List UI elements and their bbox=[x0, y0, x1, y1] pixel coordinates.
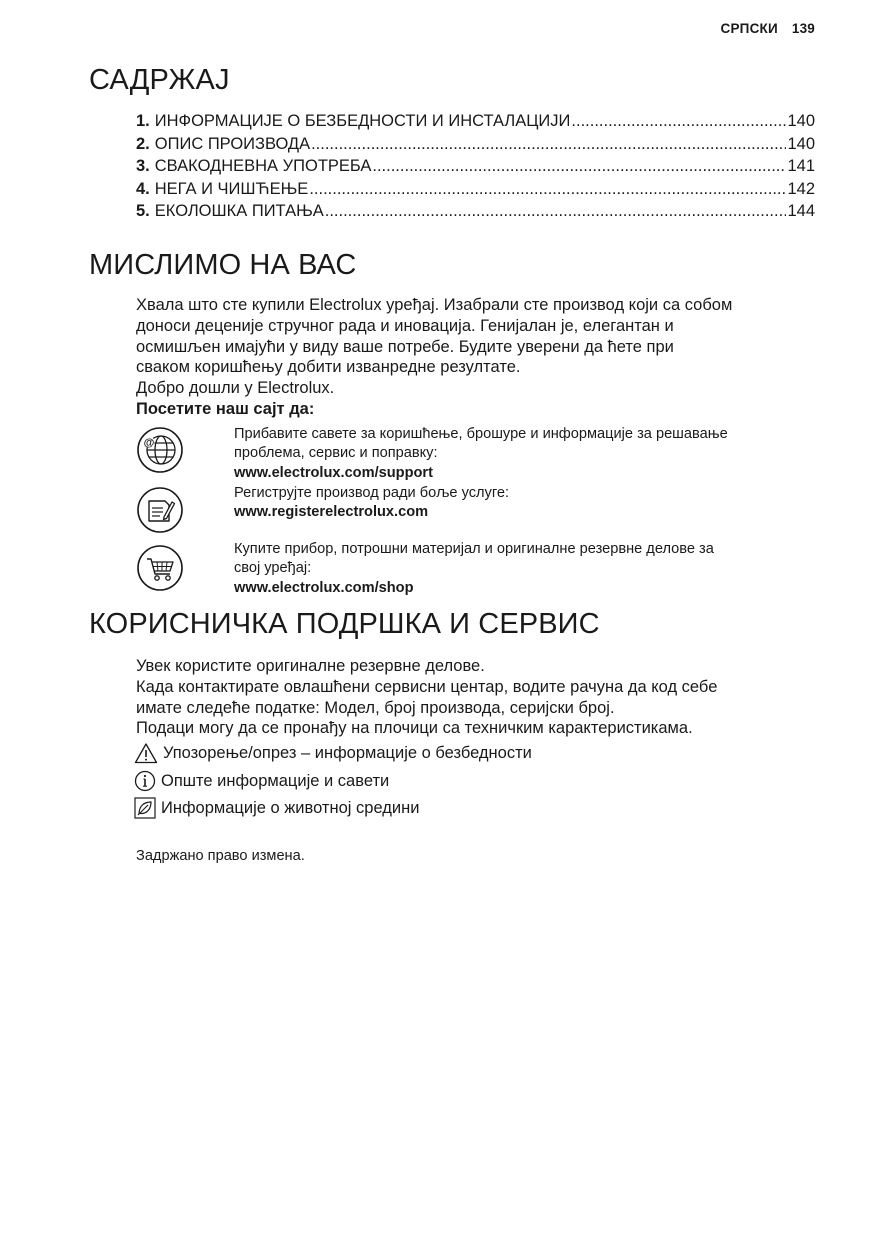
toc-item-number: 5. bbox=[136, 202, 150, 221]
toc-leader bbox=[309, 178, 786, 201]
toc-item-page: 140 bbox=[787, 134, 815, 153]
intro-line: Добро дошли у Electrolux. bbox=[136, 379, 335, 398]
register-link[interactable]: www.registerelectrolux.com bbox=[234, 504, 429, 521]
support-link[interactable]: www.electrolux.com/support bbox=[234, 464, 433, 481]
toc-item-page: 144 bbox=[787, 202, 815, 221]
register-icon bbox=[136, 486, 184, 534]
support-line: Када контактирате овлашћени сервисни центар, водите рачуна да код себе bbox=[136, 677, 718, 696]
toc-item-label: НЕГА И ЧИШЋЕЊЕ bbox=[154, 179, 309, 198]
toc-leader bbox=[571, 110, 786, 133]
leaf-icon bbox=[134, 797, 156, 819]
globe-icon bbox=[136, 426, 184, 474]
intro-line: Хвала што сте купили Electrolux уређај. Изабрали сте производ који са собом bbox=[136, 296, 733, 314]
visit-line: Купите прибор, потрошни материјал и оригиналне резервне делове за bbox=[234, 541, 714, 557]
toc-item[interactable] bbox=[136, 155, 815, 178]
visit-heading: Посетите наш сајт да: bbox=[136, 399, 315, 418]
legend-text: Информације о животној средини bbox=[161, 798, 420, 817]
thinking-title: МИСЛИМО НА ВАС bbox=[89, 249, 357, 281]
intro-text bbox=[136, 295, 826, 420]
cart-icon bbox=[136, 544, 184, 592]
warning-icon bbox=[134, 742, 158, 764]
header-page-number: 139 bbox=[791, 21, 815, 36]
toc-item[interactable] bbox=[136, 110, 815, 133]
toc-item-label: ИНФОРМАЦИЈЕ О БЕЗБЕДНОСТИ И ИНСТАЛАЦИЈИ bbox=[154, 112, 571, 130]
page-header bbox=[721, 21, 815, 36]
contents-title: САДРЖАЈ bbox=[89, 64, 230, 96]
toc-item-number: 1. bbox=[136, 112, 150, 130]
toc-leader bbox=[372, 155, 786, 178]
toc-leader bbox=[325, 200, 787, 223]
toc-item[interactable] bbox=[136, 133, 815, 156]
support-line: Подаци могу да се пронађу на плочици са техничким карактеристикама. bbox=[136, 719, 693, 738]
toc-item-number: 2. bbox=[136, 134, 150, 153]
visit-line: свој уређај: bbox=[234, 560, 312, 577]
footnote: Задржано право измена. bbox=[136, 848, 305, 864]
toc-item-number: 4. bbox=[136, 179, 150, 198]
legend-text: Упозорење/опрез – информације о безбедности bbox=[163, 743, 532, 762]
visit-text bbox=[234, 540, 814, 598]
support-line: имате следеће податке: Модел, број производа, серијски број. bbox=[136, 698, 615, 717]
toc-item-page: 140 bbox=[787, 112, 815, 130]
shop-link[interactable]: www.electrolux.com/shop bbox=[234, 579, 414, 596]
support-text bbox=[136, 656, 826, 739]
toc-item[interactable] bbox=[136, 200, 815, 223]
svg-text:@: @ bbox=[143, 437, 155, 449]
toc-item-page: 141 bbox=[787, 157, 815, 176]
header-language: СРПСКИ bbox=[720, 21, 778, 36]
toc-item-label: СВАКОДНЕВНА УПОТРЕБА bbox=[154, 157, 372, 176]
visit-text bbox=[234, 425, 814, 483]
toc-item-page: 142 bbox=[787, 179, 815, 198]
toc-item-label: ОПИС ПРОИЗВОДА bbox=[154, 134, 311, 153]
intro-line: сваком коришћењу добити изванредне резултате. bbox=[136, 358, 521, 377]
legend-item bbox=[134, 770, 389, 792]
support-line: Увек користите оригиналне резервне делове. bbox=[136, 657, 485, 675]
intro-line: доноси деценије стручног рада и иновација. Генијалан је, елегантан и bbox=[136, 316, 674, 335]
legend-item bbox=[134, 797, 419, 819]
toc-leader bbox=[311, 133, 786, 156]
toc-item-number: 3. bbox=[136, 157, 150, 176]
toc-item[interactable] bbox=[136, 178, 815, 201]
legend-item bbox=[134, 742, 532, 764]
info-icon bbox=[134, 770, 156, 792]
visit-line: проблема, сервис и поправку: bbox=[234, 445, 438, 462]
visit-line: Прибавите савете за коришћење, брошуре и информације за решавање bbox=[234, 426, 728, 442]
intro-line: осмишљен имајући у виду ваше потребе. Будите уверени да ћете при bbox=[136, 337, 674, 356]
visit-line: Региструјте производ ради боље услуге: bbox=[234, 485, 510, 501]
legend-text: Опште информације и савети bbox=[161, 771, 390, 790]
table-of-contents bbox=[136, 110, 815, 223]
toc-item-label: ЕКОЛОШКА ПИТАЊА bbox=[154, 202, 324, 221]
support-title: КОРИСНИЧКА ПОДРШКА И СЕРВИС bbox=[89, 608, 600, 640]
visit-text bbox=[234, 484, 814, 523]
